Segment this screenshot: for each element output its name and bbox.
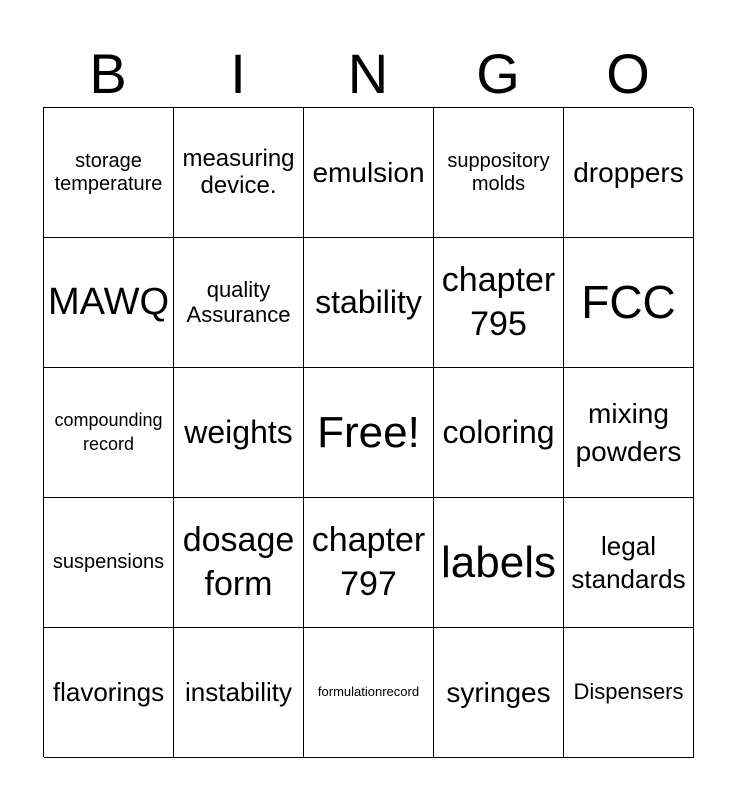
cell-label: MAWQ: [47, 281, 169, 324]
bingo-cell[interactable]: [304, 368, 434, 498]
header-letter-o: O: [606, 42, 650, 105]
cell-label: suspensions: [52, 551, 165, 574]
cell-label: legal standards: [571, 531, 686, 594]
bingo-cell[interactable]: [564, 498, 694, 628]
header-letter-g: G: [476, 42, 520, 105]
cell-label: dosage form: [182, 520, 295, 603]
header-letter-i: I: [230, 42, 246, 105]
cell-label: formulationrecord: [317, 684, 420, 700]
cell-label: chapter 797: [311, 520, 426, 603]
cell-label: instability: [185, 676, 292, 707]
bingo-cell[interactable]: [304, 498, 434, 628]
cell-label: chapter 795: [441, 260, 556, 343]
bingo-cell[interactable]: [174, 108, 304, 238]
bingo-cell[interactable]: [44, 238, 174, 368]
bingo-cell[interactable]: [564, 238, 694, 368]
cell-label: stability: [315, 283, 422, 320]
bingo-cell[interactable]: [304, 238, 434, 368]
bingo-cell[interactable]: [434, 238, 564, 368]
cell-label: droppers: [573, 156, 684, 188]
cell-label: flavorings: [52, 676, 165, 707]
bingo-cell[interactable]: [304, 108, 434, 238]
cell-label: Dispensers: [573, 679, 684, 705]
bingo-cell[interactable]: [564, 628, 694, 758]
bingo-cell[interactable]: [174, 498, 304, 628]
bingo-cell[interactable]: [304, 628, 434, 758]
bingo-cell[interactable]: [44, 628, 174, 758]
bingo-cell[interactable]: [174, 368, 304, 498]
cell-label: emulsion: [312, 156, 425, 188]
bingo-cell[interactable]: [564, 368, 694, 498]
cell-label: compounding record: [54, 410, 163, 454]
bingo-cell[interactable]: [44, 368, 174, 498]
bingo-card-grid: [43, 107, 693, 757]
cell-label: storage temperature: [54, 150, 163, 195]
cell-label: weights: [184, 413, 293, 450]
cell-label: quality Assurance: [186, 276, 291, 327]
bingo-cell[interactable]: [174, 238, 304, 368]
header-letter-n: N: [347, 42, 389, 105]
cell-label: FCC: [581, 275, 676, 328]
cell-label: suppository molds: [447, 150, 550, 195]
cell-label: coloring: [442, 413, 555, 450]
bingo-cell[interactable]: [434, 628, 564, 758]
bingo-cell[interactable]: [564, 108, 694, 238]
bingo-cell[interactable]: [434, 368, 564, 498]
cell-label: syringes: [446, 676, 551, 708]
header-letter-b: B: [89, 42, 127, 105]
cell-label: measuring device.: [182, 144, 295, 199]
bingo-cell[interactable]: [174, 628, 304, 758]
bingo-cell[interactable]: [434, 498, 564, 628]
bingo-header: [43, 40, 693, 108]
cell-label: labels: [441, 537, 556, 587]
bingo-cell[interactable]: [44, 108, 174, 238]
free-space: Free!: [317, 407, 420, 457]
bingo-cell[interactable]: [44, 498, 174, 628]
bingo-cell[interactable]: [434, 108, 564, 238]
cell-label: mixing powders: [575, 397, 682, 467]
